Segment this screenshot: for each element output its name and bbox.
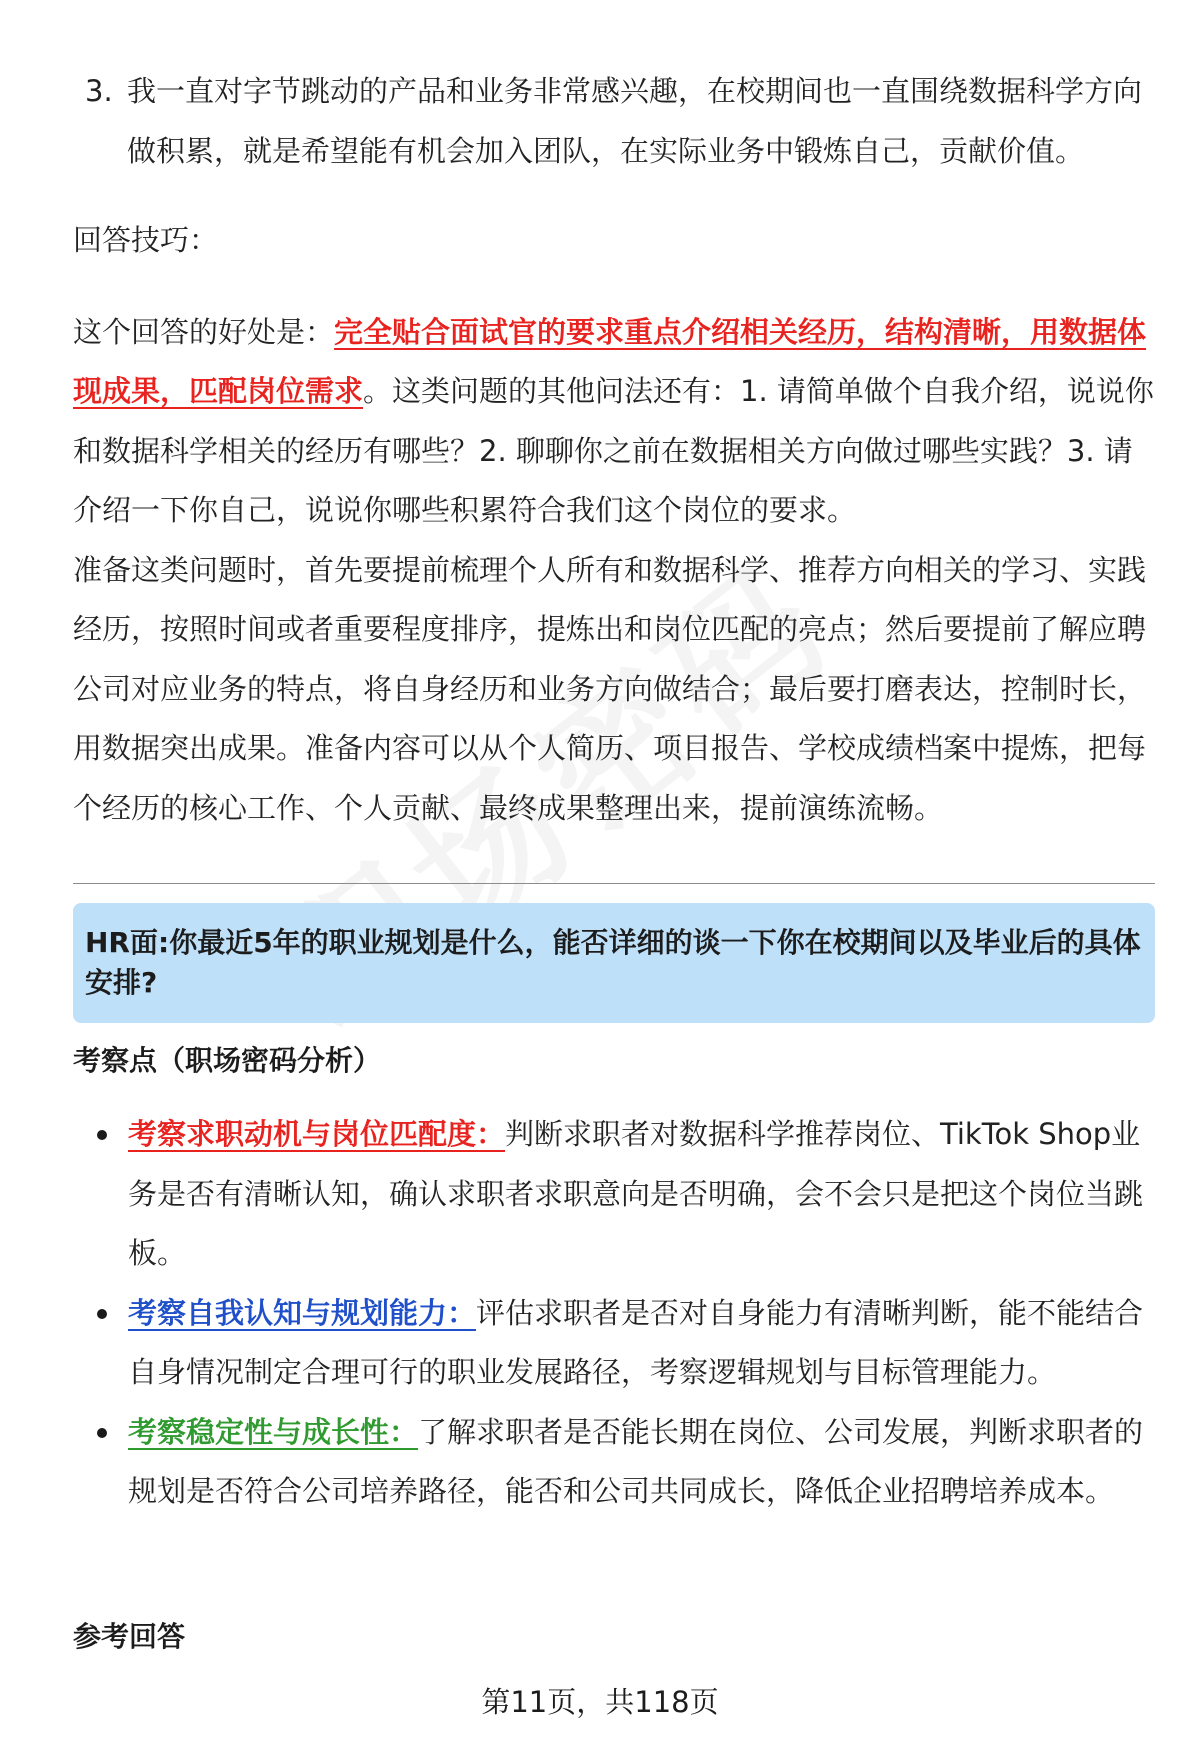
tips-alternatives: 。这类问题的其他问法还有：1. 请简单做个自我介绍，说说你和数据科学相关的经历有哪些？2. 聊聊你之前在数据相关方向做过哪些实践？3. 请介绍一下你自己，说说你哪些积累符合我们这个岗位的要求。 — [73, 374, 1154, 527]
question-box — [73, 903, 1155, 1023]
list-item — [73, 1403, 1155, 1522]
list-item — [73, 1284, 1155, 1403]
bullet-icon — [97, 1309, 107, 1319]
question-text: HR面:你最近5年的职业规划是什么，能否详细的谈一下你在校期间以及毕业后的具体安排? — [85, 926, 1141, 999]
reference-answer-title: 参考回答 — [73, 1620, 186, 1653]
analysis-text: 评估求职者是否对自身能力有清晰判断，能不能结合自身情况制定合理可行的职业发展路径，考察逻辑规划与目标管理能力。 — [128, 1295, 1144, 1389]
bullet-icon — [97, 1428, 107, 1438]
item-text: 我一直对字节跳动的产品和业务非常感兴趣，在校期间也一直围绕数据科学方向做积累，就是希望能有机会加入团队，在实际业务中锻炼自己，贡献价值。 — [127, 74, 1143, 168]
analysis-text: 判断求职者对数据科学推荐岗位、TikTok Shop业务是否有清晰认知，确认求职者求职意向是否明确，会不会只是把这个岗位当跳板。 — [128, 1117, 1144, 1270]
section-divider — [73, 883, 1155, 884]
item-number: 3. — [85, 74, 113, 108]
tips-heading: 回答技巧： — [73, 223, 219, 257]
analysis-text: 了解求职者是否能长期在岗位、公司发展，判断求职者的规划是否符合公司培养路径，能否和公司共同成长，降低企业招聘培养成本。 — [128, 1414, 1144, 1508]
main-content — [73, 62, 1155, 838]
list-item — [73, 1105, 1155, 1284]
analysis-label-planning: 考察自我认知与规划能力： — [128, 1295, 477, 1330]
numbered-item-3 — [73, 62, 1155, 181]
tips-paragraph — [73, 303, 1155, 541]
tips-lead: 这个回答的好处是： — [73, 314, 335, 349]
analysis-title: 考察点（职场密码分析） — [73, 1044, 382, 1077]
bullet-icon — [97, 1130, 107, 1140]
preparation-paragraph: 准备这类问题时，首先要提前梳理个人所有和数据科学、推荐方向相关的学习、实践经历，按照时间或者重要程度排序，提炼出和岗位匹配的亮点；然后要提前了解应聘公司对应业务的特点，将自身经历和业务方向做结合；最后要打磨表达，控制时长，用数据突出成果。准备内容可以从个人简历、项目报告、学校成绩档案中提炼，把每个经历的核心工作、个人贡献、最终成果整理出来，提前演练流畅。 — [73, 552, 1147, 825]
analysis-list — [73, 1105, 1155, 1522]
analysis-label-stability: 考察稳定性与成长性： — [128, 1414, 419, 1449]
page-number: 第11页，共118页 — [481, 1685, 719, 1719]
tips-highlight: 完全贴合面试官的要求重点介绍相关经历，结构清晰，用数据体现成果，匹配岗位需求 — [73, 314, 1147, 408]
analysis-label-motivation: 考察求职动机与岗位匹配度： — [128, 1117, 506, 1151]
